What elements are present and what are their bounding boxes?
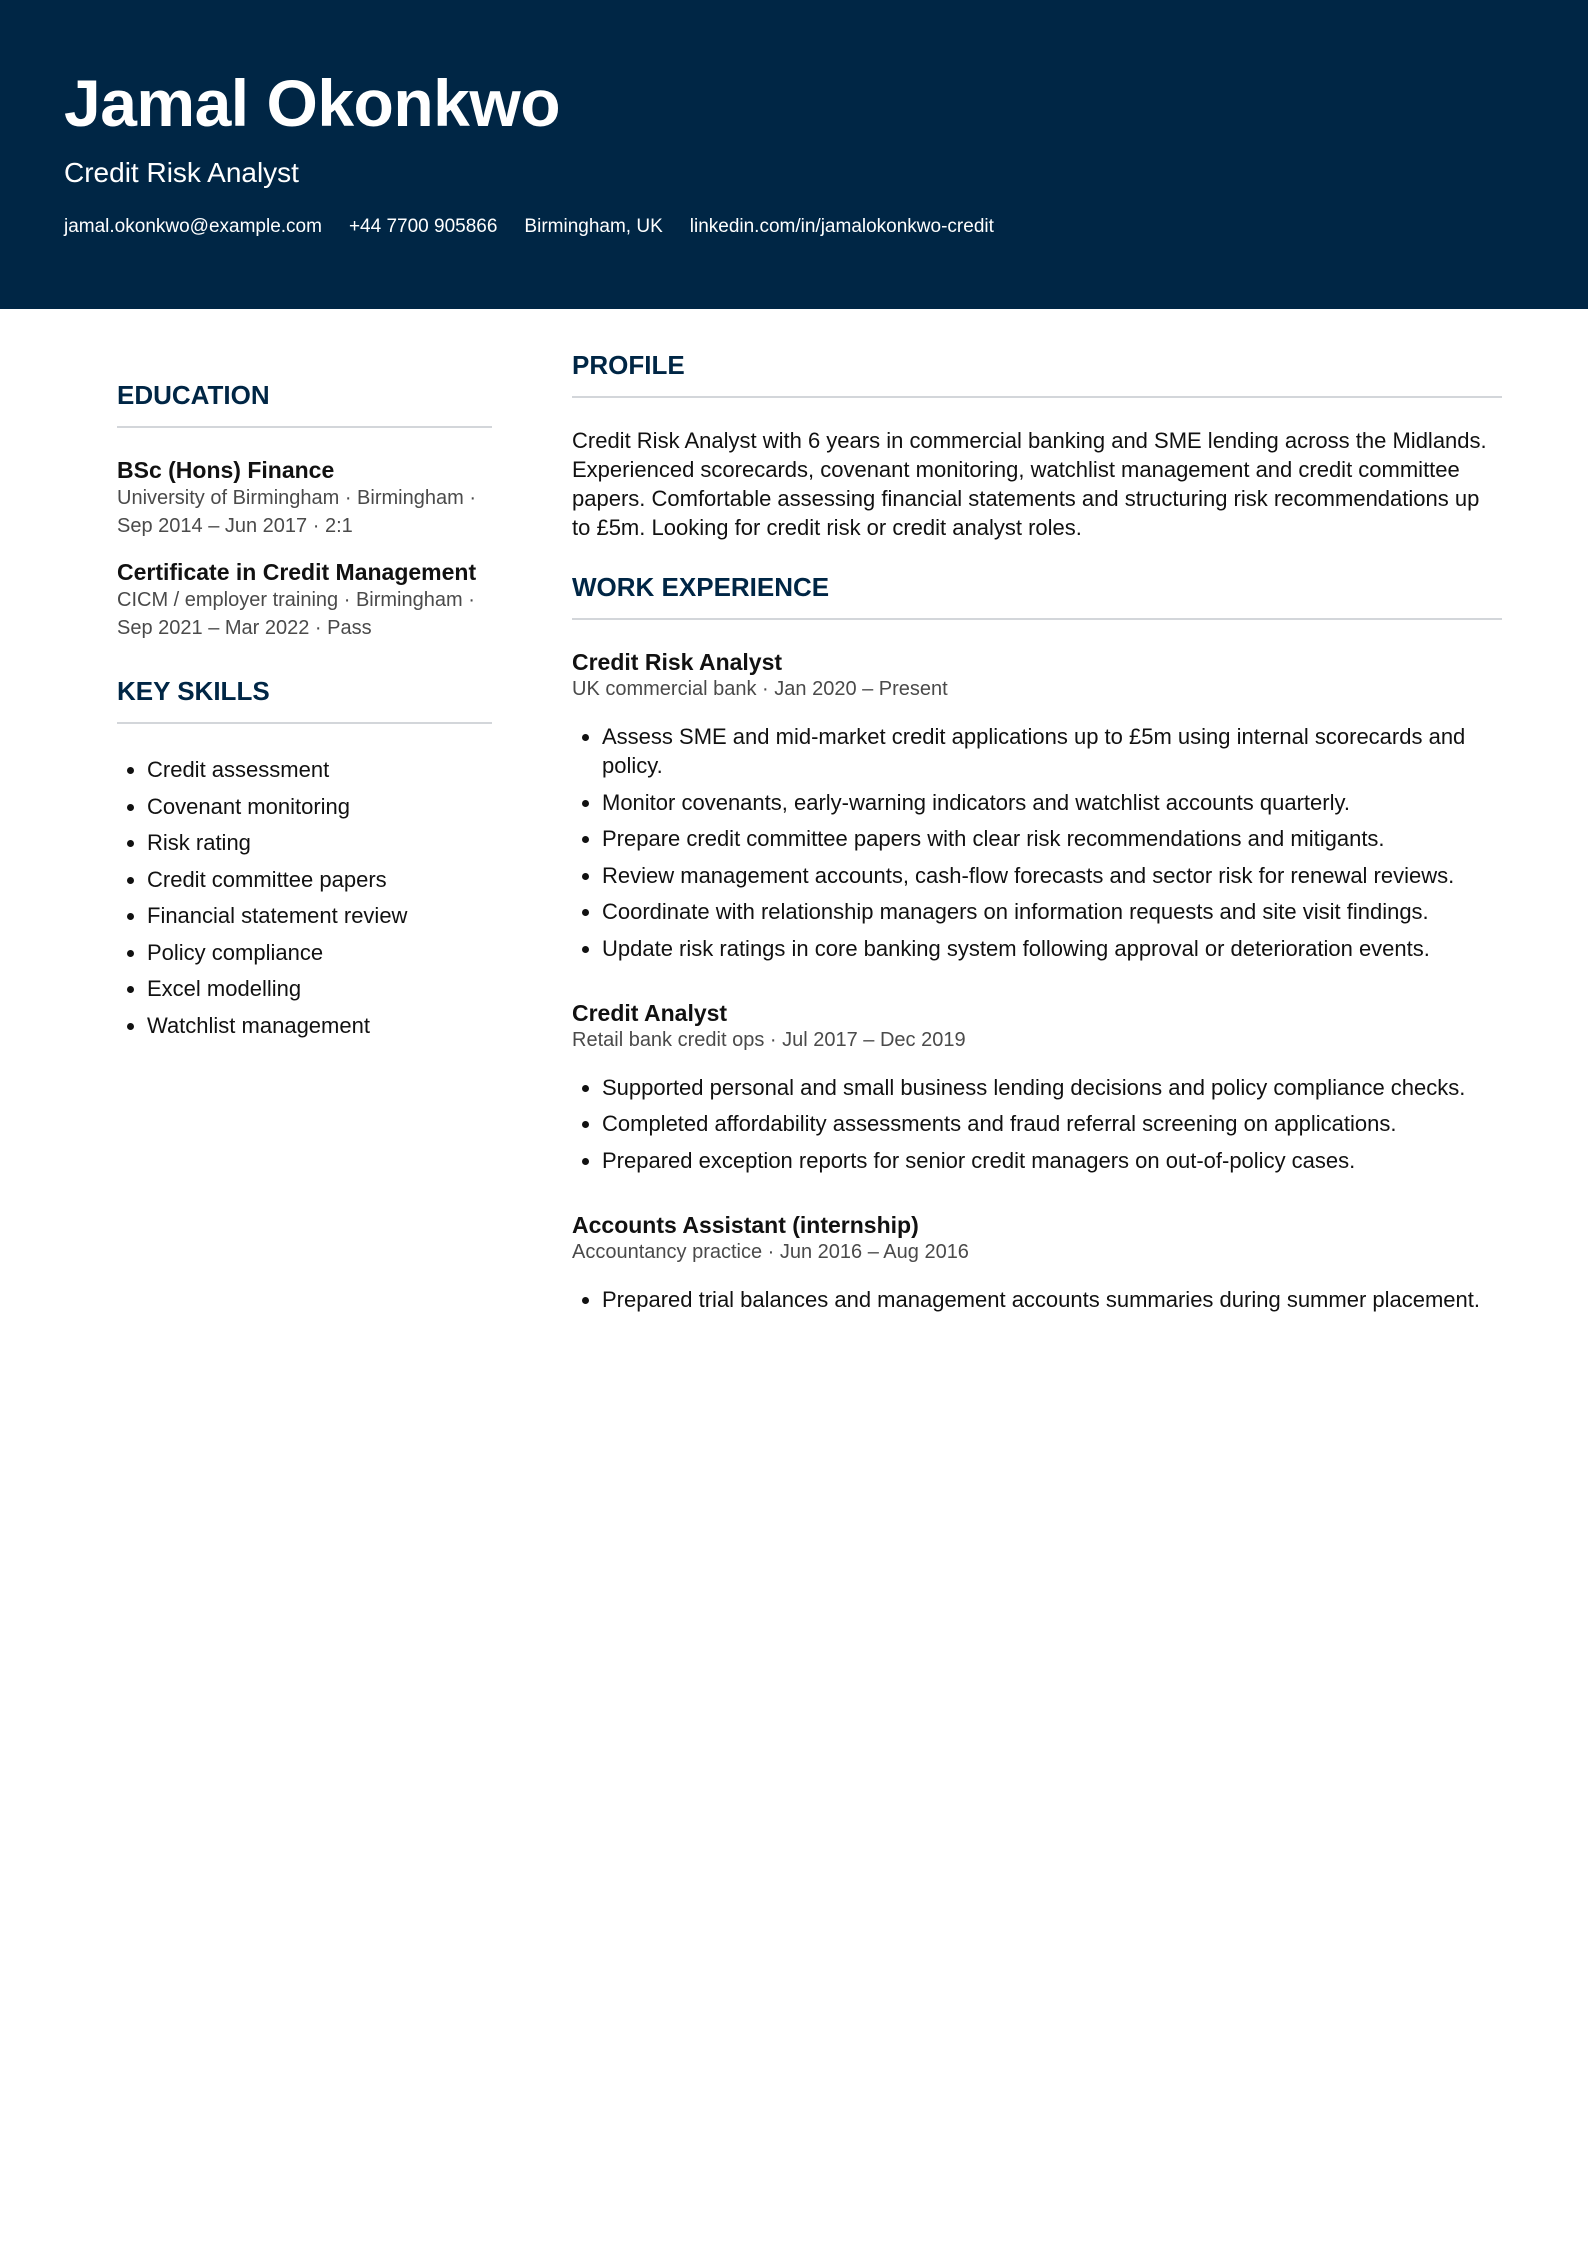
job-bullet: • Prepared exception reports for senior credit managers on out-of-policy cases. bbox=[602, 1146, 1502, 1175]
experience-heading: WORK EXPERIENCE bbox=[572, 562, 1502, 620]
job-bullet: • Update risk ratings in core banking system following approval or deterioration events. bbox=[602, 934, 1502, 963]
job-bullet: • Coordinate with relationship managers on information requests and site visit findings. bbox=[602, 897, 1502, 926]
job-meta: UK commercial bank · Jan 2020 – Present bbox=[572, 678, 948, 700]
contact-location: Birmingham, UK bbox=[524, 216, 663, 237]
skill-item: • Watchlist management bbox=[147, 1008, 492, 1045]
contact-email[interactable]: jamal.okonkwo@example.com bbox=[64, 216, 322, 237]
skill-item: • Covenant monitoring bbox=[147, 789, 492, 826]
education-details: CICM / employer training · Birmingham · Sep 2021 – Mar 2022 · Pass bbox=[117, 589, 475, 639]
job-title: Credit Analyst bbox=[572, 999, 728, 1026]
experience-list bbox=[572, 648, 1502, 1314]
skills-list bbox=[117, 752, 492, 1044]
candidate-title: Credit Risk Analyst bbox=[64, 157, 299, 188]
job-bullet: • Completed affordability assessments and fraud referral screening on applications. bbox=[602, 1109, 1502, 1138]
job-meta: Accountancy practice · Jun 2016 – Aug 2016 bbox=[572, 1240, 969, 1263]
job-bullet: • Assess SME and mid-market credit applications up to £5m using internal scorecards and policy. bbox=[602, 722, 1502, 780]
skill-item: • Credit assessment bbox=[147, 752, 492, 789]
education-degree: BSc (Hons) Finance bbox=[117, 457, 335, 483]
skill-item: • Financial statement review bbox=[147, 898, 492, 935]
job-bullets bbox=[572, 1285, 1502, 1314]
profile-summary: Credit Risk Analyst with 6 years in commercial banking and SME lending across the Midlands. Experienced scorecards, covenant monitoring, watchlist management and credit committee papers. Comfortable assessing financial statements and structuring risk recommendations up to £5m. Looking for credit risk or credit analyst roles. bbox=[572, 428, 1487, 540]
education-heading: EDUCATION bbox=[117, 370, 492, 428]
job-title: Credit Risk Analyst bbox=[572, 649, 783, 675]
skills-heading: KEY SKILLS bbox=[117, 666, 492, 724]
education-details: University of Birmingham · Birmingham · Sep 2014 – Jun 2017 · 2:1 bbox=[117, 487, 476, 537]
job-bullet: • Supported personal and small business lending decisions and policy compliance checks. bbox=[602, 1073, 1502, 1102]
education-item bbox=[117, 456, 492, 540]
job-entry bbox=[572, 999, 1502, 1175]
skill-item: • Credit committee papers bbox=[147, 862, 492, 899]
job-bullet: • Monitor covenants, early-warning indicators and watchlist accounts quarterly. bbox=[602, 788, 1502, 817]
job-bullets bbox=[572, 1073, 1502, 1175]
skill-item: • Excel modelling bbox=[147, 971, 492, 1008]
job-meta: Retail bank credit ops · Jul 2017 – Dec 2019 bbox=[572, 1028, 966, 1051]
resume-header bbox=[0, 0, 1588, 309]
contact-linkedin[interactable]: linkedin.com/in/jamalokonkwo-credit bbox=[689, 216, 994, 237]
job-entry bbox=[572, 1211, 1502, 1314]
contact-phone[interactable]: +44 7700 905866 bbox=[348, 216, 498, 237]
profile-heading: PROFILE bbox=[572, 340, 1502, 398]
job-title: Accounts Assistant (internship) bbox=[572, 1211, 919, 1238]
job-bullets bbox=[572, 722, 1502, 963]
job-bullet: • Review management accounts, cash-flow forecasts and sector risk for renewal reviews. bbox=[602, 861, 1502, 890]
skill-item: • Risk rating bbox=[147, 825, 492, 862]
skill-item: • Policy compliance bbox=[147, 935, 492, 972]
education-item bbox=[117, 558, 492, 642]
candidate-name: Jamal Okonkwo bbox=[64, 66, 561, 140]
contact-row bbox=[64, 214, 994, 240]
job-bullet: • Prepared trial balances and management accounts summaries during summer placement. bbox=[602, 1285, 1502, 1314]
right-column bbox=[572, 340, 1502, 1326]
left-column bbox=[117, 370, 492, 1044]
education-degree: Certificate in Credit Management bbox=[117, 559, 477, 585]
job-bullet: • Prepare credit committee papers with clear risk recommendations and mitigants. bbox=[602, 824, 1502, 853]
job-entry bbox=[572, 648, 1502, 963]
